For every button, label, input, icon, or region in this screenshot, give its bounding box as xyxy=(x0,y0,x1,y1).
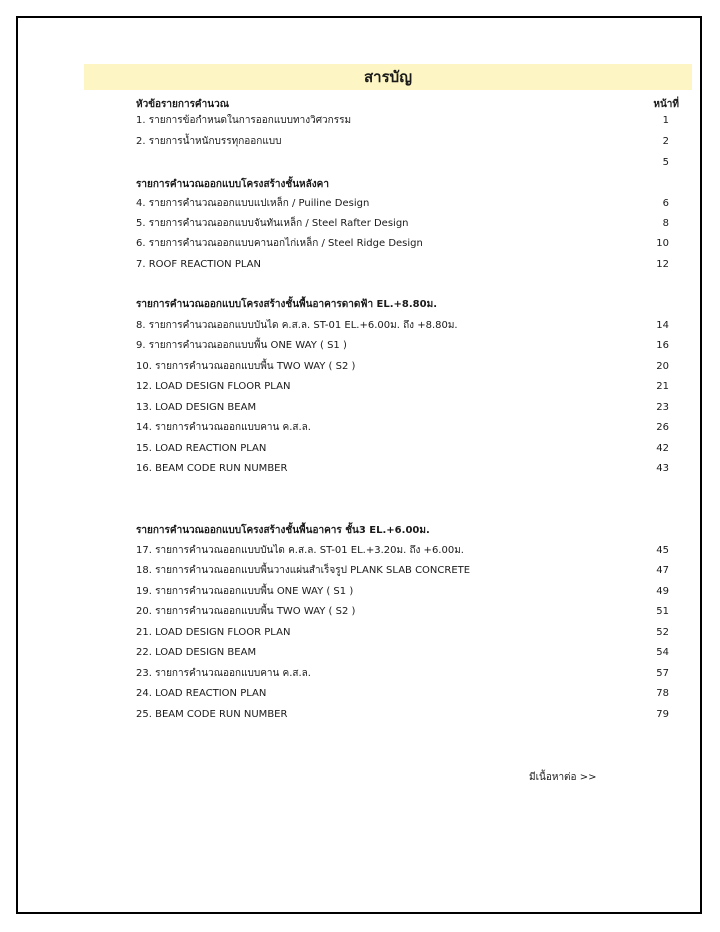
toc-row[interactable] xyxy=(136,462,669,476)
toc-page: 49 xyxy=(656,586,669,597)
toc-page: 14 xyxy=(656,320,669,331)
page-title: สารบัญ xyxy=(364,68,412,86)
toc-row[interactable] xyxy=(136,339,669,353)
toc-label: 5. รายการคำนวณออกแบบจันทันเหล็ก / Steel Rafter Design xyxy=(136,218,409,229)
toc-row[interactable] xyxy=(136,544,669,558)
continued-note: มีเนื้อหาต่อ >> xyxy=(529,772,597,783)
toc-page: 6 xyxy=(662,198,669,209)
toc-page: 23 xyxy=(656,402,669,413)
section-heading-rooftop-floor: รายการคำนวณออกแบบโครงสร้างชั้นพื้นอาคารดาดฟ้า EL.+8.80ม. xyxy=(136,299,437,310)
toc-label: 24. LOAD REACTION PLAN xyxy=(136,688,267,699)
toc-label: 7. ROOF REACTION PLAN xyxy=(136,259,261,270)
toc-label: 10. รายการคำนวณออกแบบพื้น TWO WAY ( S2 ) xyxy=(136,361,356,372)
toc-row[interactable] xyxy=(136,605,669,619)
toc-page: 21 xyxy=(656,381,669,392)
toc-row[interactable] xyxy=(136,380,669,394)
toc-page: 10 xyxy=(656,238,669,249)
toc-label: 8. รายการคำนวณออกแบบบันได ค.ส.ล. ST-01 EL.+6.00ม. ถึง +8.80ม. xyxy=(136,320,458,331)
toc-label: 22. LOAD DESIGN BEAM xyxy=(136,647,257,658)
toc-row[interactable] xyxy=(136,442,669,456)
toc-label: 25. BEAM CODE RUN NUMBER xyxy=(136,709,288,720)
toc-row[interactable] xyxy=(136,360,669,374)
toc-label: 17. รายการคำนวณออกแบบบันได ค.ส.ล. ST-01 EL.+3.20ม. ถึง +6.00ม. xyxy=(136,545,464,556)
toc-row[interactable] xyxy=(136,564,669,578)
toc-page: 16 xyxy=(656,340,669,351)
toc-label: 6. รายการคำนวณออกแบบคานอกไก่เหล็ก / Steel Ridge Design xyxy=(136,238,423,249)
toc-row[interactable] xyxy=(136,319,669,333)
toc-page: 12 xyxy=(656,259,669,270)
toc-label: 19. รายการคำนวณออกแบบพื้น ONE WAY ( S1 ) xyxy=(136,586,354,597)
section-heading-roof: รายการคำนวณออกแบบโครงสร้างชั้นหลังคา xyxy=(136,179,329,190)
toc-row[interactable] xyxy=(136,626,669,640)
toc-page: 26 xyxy=(656,422,669,433)
toc-row[interactable] xyxy=(136,421,669,435)
title-bar xyxy=(84,64,692,90)
toc-page: 51 xyxy=(656,606,669,617)
toc-row[interactable] xyxy=(136,258,669,272)
toc-row[interactable] xyxy=(136,401,669,415)
toc-page: 1 xyxy=(662,115,669,126)
toc-row[interactable] xyxy=(136,687,669,701)
toc-page: 57 xyxy=(656,668,669,679)
toc-label: 21. LOAD DESIGN FLOOR PLAN xyxy=(136,627,291,638)
toc-page: 20 xyxy=(656,361,669,372)
toc-page: 42 xyxy=(656,443,669,454)
toc-label: 1. รายการข้อกำหนดในการออกแบบทางวิศวกรรม xyxy=(136,115,352,126)
toc-label: 9. รายการคำนวณออกแบบพื้น ONE WAY ( S1 ) xyxy=(136,340,347,351)
toc-row[interactable] xyxy=(136,237,669,251)
toc-row[interactable] xyxy=(136,646,669,660)
toc-page: 79 xyxy=(656,709,669,720)
topic-column-header: หัวข้อรายการคำนวณ xyxy=(136,99,229,110)
toc-row[interactable] xyxy=(136,197,669,211)
toc-page: 43 xyxy=(656,463,669,474)
toc-label: 16. BEAM CODE RUN NUMBER xyxy=(136,463,288,474)
toc-label: 4. รายการคำนวณออกแบบแปเหล็ก / Puiline Design xyxy=(136,198,370,209)
toc-label: 14. รายการคำนวณออกแบบคาน ค.ส.ล. xyxy=(136,422,311,433)
toc-row[interactable] xyxy=(136,217,669,231)
toc-label: 15. LOAD REACTION PLAN xyxy=(136,443,267,454)
toc-label: 23. รายการคำนวณออกแบบคาน ค.ส.ล. xyxy=(136,668,311,679)
toc-row[interactable] xyxy=(136,667,669,681)
toc-page: 5 xyxy=(662,157,669,168)
toc-page: 45 xyxy=(656,545,669,556)
page-column-header: หน้าที่ xyxy=(653,99,679,110)
toc-row[interactable] xyxy=(136,585,669,599)
toc-row[interactable] xyxy=(136,135,669,149)
toc-page: 78 xyxy=(656,688,669,699)
toc-row[interactable] xyxy=(136,708,669,722)
toc-page: 52 xyxy=(656,627,669,638)
toc-row[interactable] xyxy=(136,156,669,170)
toc-label: 13. LOAD DESIGN BEAM xyxy=(136,402,257,413)
section-heading-floor-3: รายการคำนวณออกแบบโครงสร้างชั้นพื้นอาคาร ชั้น3 EL.+6.00ม. xyxy=(136,525,430,536)
toc-label: 18. รายการคำนวณออกแบบพื้นวางแผ่นสำเร็จรูป PLANK SLAB CONCRETE xyxy=(136,565,471,576)
toc-page: 2 xyxy=(662,136,669,147)
toc-row[interactable] xyxy=(136,114,669,128)
toc-label: 20. รายการคำนวณออกแบบพื้น TWO WAY ( S2 ) xyxy=(136,606,356,617)
toc-page: 47 xyxy=(656,565,669,576)
toc-label: 2. รายการน้ำหนักบรรทุกออกแบบ xyxy=(136,136,282,147)
toc-label: 12. LOAD DESIGN FLOOR PLAN xyxy=(136,381,291,392)
toc-page: 8 xyxy=(662,218,669,229)
toc-page: 54 xyxy=(656,647,669,658)
